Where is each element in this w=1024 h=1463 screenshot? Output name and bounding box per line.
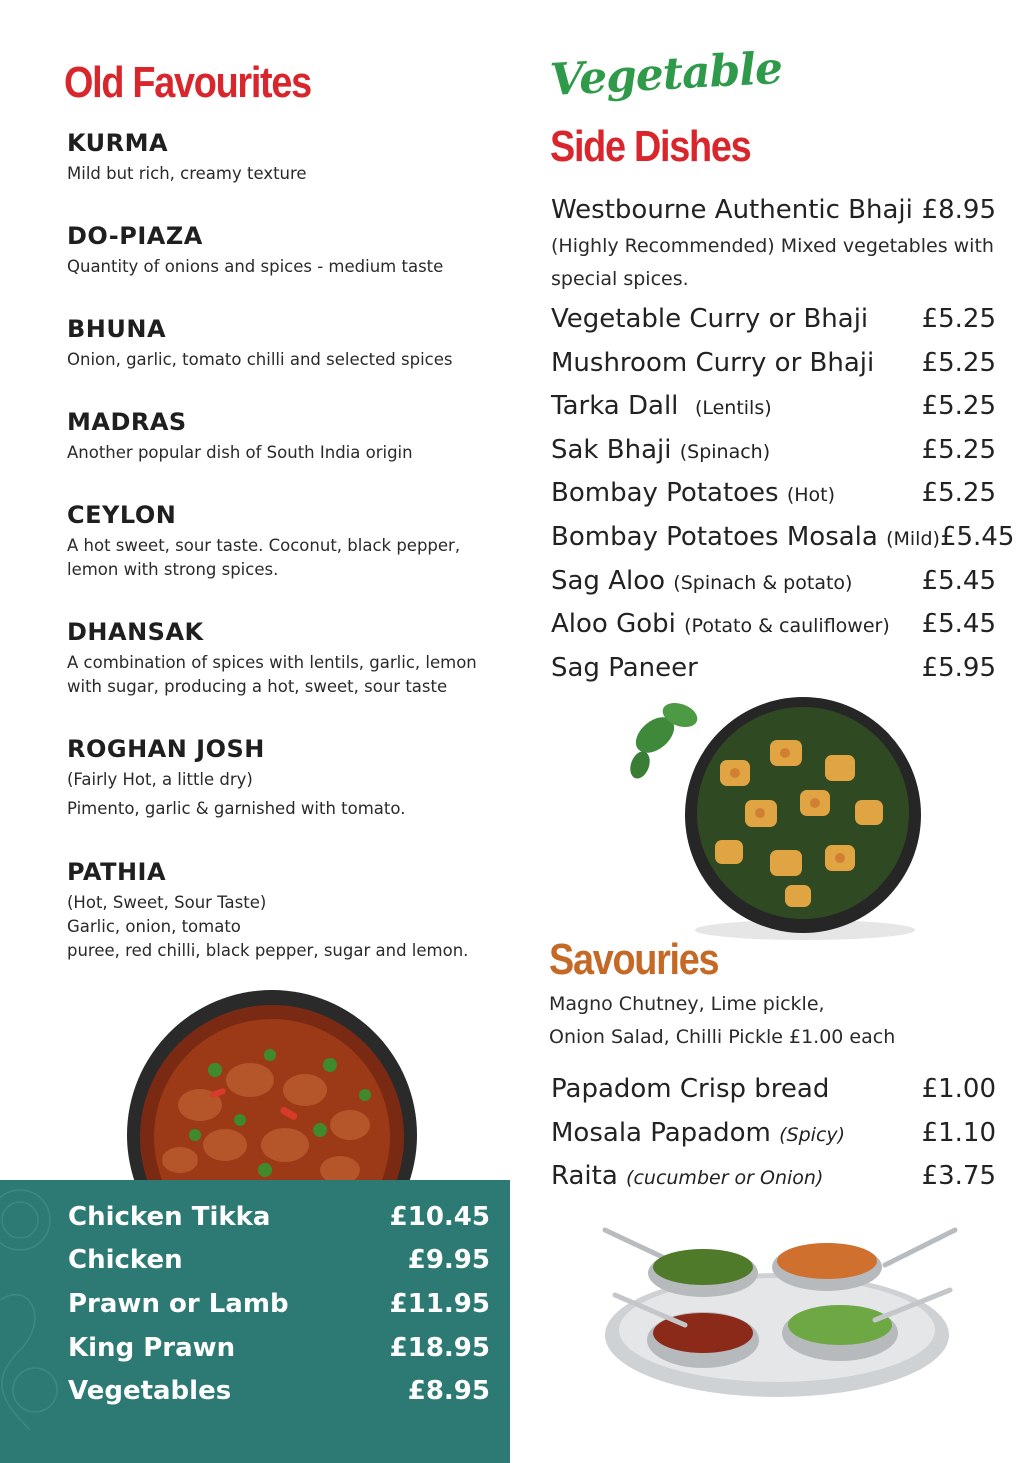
dish-description: Onion, garlic, tomato chilli and selected spices (67, 350, 453, 369)
side-dish-aloo-gobi: Aloo Gobi (Potato & cauliflower) £5.45 (551, 609, 996, 639)
dish-pathia (67, 857, 507, 963)
old-favourites-heading: Old Favourites (64, 58, 311, 107)
dish-name: ROGHAN JOSH (67, 735, 265, 763)
side-dish-mushroom-curry: Mushroom Curry or Bhaji £5.25 (551, 348, 996, 378)
dish-description: (Hot, Sweet, Sour Taste) Garlic, onion, tomato puree, red chilli, black pepper, sugar and lemon. (67, 893, 469, 960)
price-row-chicken: Chicken £9.95 (68, 1245, 490, 1275)
side-dish-tarka-dall: Tarka Dall (Lentils) £5.25 (551, 391, 996, 421)
side-dish-bombay-potatoes: Bombay Potatoes (Hot) £5.25 (551, 478, 996, 508)
side-dish-sak-bhaji: Sak Bhaji (Spinach) £5.25 (551, 435, 996, 465)
dish-roghan-josh (67, 734, 507, 821)
dish-name: MADRAS (67, 408, 187, 436)
dish-madras (67, 407, 507, 465)
dish-name: CEYLON (67, 501, 177, 529)
price-row-prawn-or-lamb: Prawn or Lamb £11.95 (68, 1289, 490, 1319)
dish-bhuna (67, 314, 507, 372)
sag-aloo-bowl-image (620, 685, 930, 945)
dish-description: Mild but rich, creamy texture (67, 164, 307, 183)
dish-description: (Fairly Hot, a little dry) Pimento, garlic & garnished with tomato. (67, 770, 406, 818)
vegetable-heading: Vegetable (548, 42, 784, 106)
dish-name: KURMA (67, 129, 169, 157)
dish-name: DO-PIAZA (67, 222, 203, 250)
curry-bowl-image (120, 985, 420, 1195)
dish-do-piaza (67, 221, 507, 279)
dish-name: PATHIA (67, 858, 167, 886)
dish-dhansak (67, 617, 507, 699)
side-dish-bombay-potatoes-mosala: Bombay Potatoes Mosala (Mild) £5.45 (551, 522, 1015, 552)
chutney-thali-image (595, 1225, 960, 1405)
dish-description: A combination of spices with lentils, garlic, lemon with sugar, producing a hot, sweet, sour taste (67, 653, 477, 696)
side-dish-vegetable-curry: Vegetable Curry or Bhaji £5.25 (551, 304, 996, 334)
dish-name: DHANSAK (67, 618, 204, 646)
side-dish-westbourne-bhaji: Westbourne Authentic Bhaji £8.95 (551, 195, 996, 225)
dish-description: Another popular dish of South India origin (67, 443, 413, 462)
curry-price-panel (0, 1180, 510, 1463)
dish-name: BHUNA (67, 315, 167, 343)
savoury-papadom: Papadom Crisp bread £1.00 (551, 1074, 996, 1104)
side-dish-sag-aloo: Sag Aloo (Spinach & potato) £5.45 (551, 566, 996, 596)
savouries-description: Magno Chutney, Lime pickle, Onion Salad, Chilli Pickle £1.00 each (549, 993, 896, 1048)
price-row-vegetables: Vegetables £8.95 (68, 1376, 490, 1406)
dish-description: Quantity of onions and spices - medium taste (67, 257, 444, 276)
price-row-king-prawn: King Prawn £18.95 (68, 1333, 490, 1363)
side-dishes-heading: Side Dishes (550, 122, 751, 171)
price-row-chicken-tikka: Chicken Tikka £10.45 (68, 1202, 490, 1232)
dish-kurma (67, 128, 507, 186)
bhaji-description: (Highly Recommended) Mixed vegetables with special spices. (551, 235, 994, 290)
savoury-raita: Raita (cucumber or Onion) £3.75 (551, 1161, 996, 1191)
dish-ceylon (67, 500, 507, 582)
side-dish-sag-paneer: Sag Paneer £5.95 (551, 653, 996, 683)
savoury-mosala-papadom: Mosala Papadom (Spicy) £1.10 (551, 1118, 996, 1148)
dish-description: A hot sweet, sour taste. Coconut, black pepper, lemon with strong spices. (67, 536, 461, 579)
savouries-heading: Savouries (549, 935, 719, 984)
